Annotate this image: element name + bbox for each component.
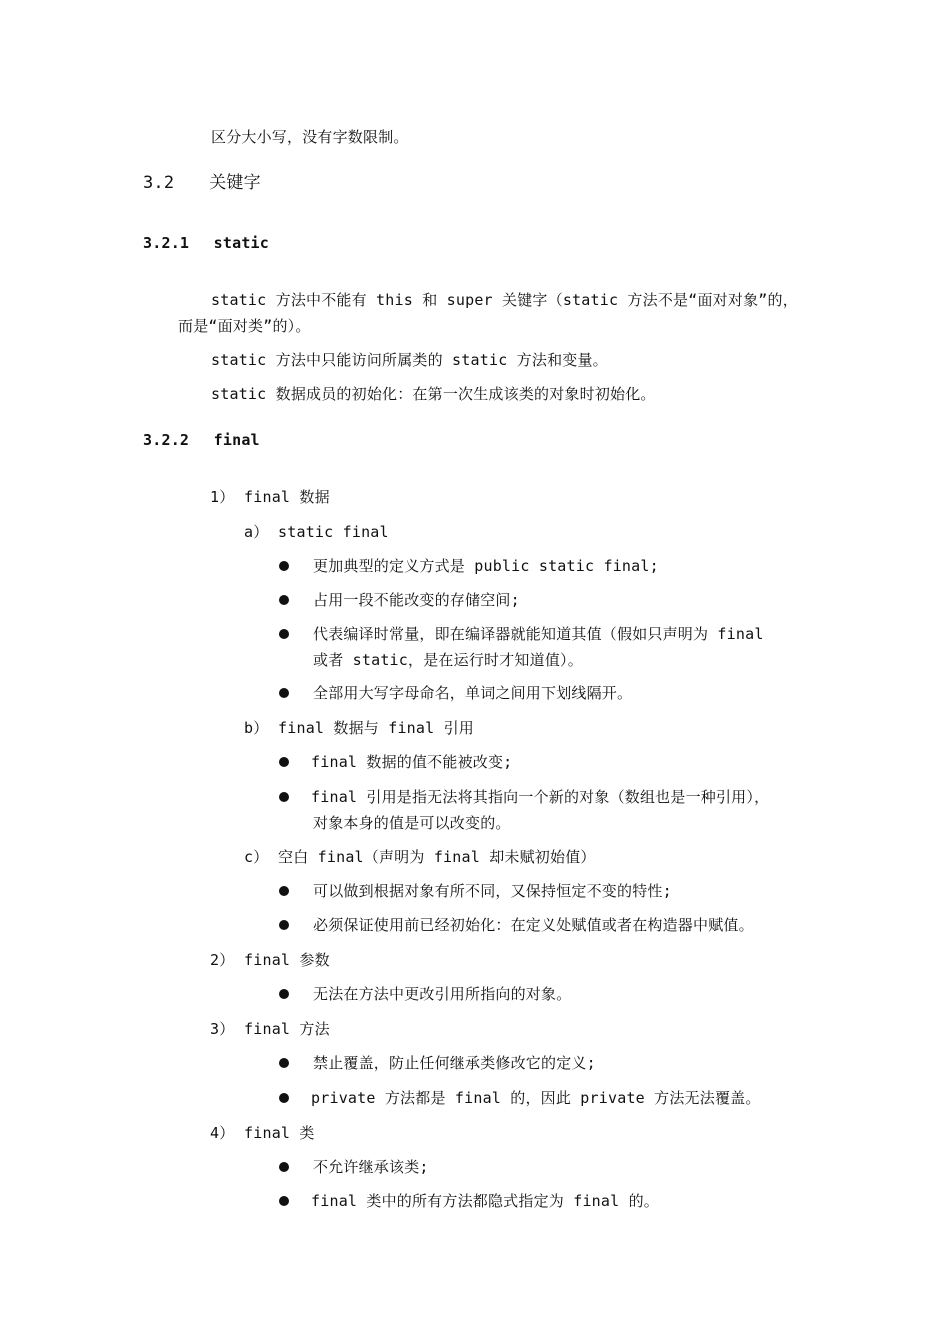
bullet-icon	[279, 688, 289, 698]
bullet-text: final 数据的值不能被改变;	[311, 753, 513, 771]
bullet-icon	[279, 561, 289, 571]
bullet-icon	[279, 1196, 289, 1206]
bullet-icon	[279, 1162, 289, 1172]
bullet-text-continued: 或者 static，是在运行时才知道值）。	[313, 651, 583, 669]
intro-line: 区分大小写，没有字数限制。	[211, 128, 409, 146]
bullet-icon	[279, 757, 289, 767]
bullet-text-continued: 对象本身的值是可以改变的。	[313, 814, 511, 832]
sub-item-label: static final	[278, 523, 389, 541]
bullet-text: final 引用是指无法将其指向一个新的对象（数组也是一种引用），	[311, 788, 770, 806]
list-item	[210, 487, 330, 507]
bullet-icon	[279, 989, 289, 999]
sub-list-item	[244, 522, 389, 542]
item-label: final 方法	[244, 1020, 330, 1038]
section-heading	[143, 172, 261, 194]
item-marker: 3）	[210, 1020, 235, 1038]
list-item	[210, 950, 330, 970]
sub-item-marker: c）	[244, 848, 269, 866]
bullet-icon	[279, 1093, 289, 1103]
item-marker: 4）	[210, 1124, 235, 1142]
bullet-icon	[279, 920, 289, 930]
bullet-text: 不允许继承该类;	[313, 1158, 429, 1176]
subsection-title: static	[213, 234, 270, 252]
sub-item-marker: b）	[244, 719, 269, 737]
item-marker: 2）	[210, 951, 235, 969]
item-marker: 1）	[210, 488, 235, 506]
sub-list-item	[244, 847, 596, 867]
static-para2: static 方法中只能访问所属类的 static 方法和变量。	[211, 351, 608, 369]
bullet-text: 必须保证使用前已经初始化：在定义处赋值或者在构造器中赋值。	[313, 916, 754, 934]
static-para1-line1: static 方法中不能有 this 和 super 关键字（static 方法不是“面对对象”的，	[211, 291, 798, 309]
bullet-text: 全部用大写字母命名，单词之间用下划线隔开。	[313, 684, 633, 702]
item-label: final 类	[244, 1124, 315, 1142]
list-item	[210, 1019, 330, 1039]
item-label: final 数据	[244, 488, 330, 506]
static-para1-line2: 而是“面对类”的）。	[178, 317, 311, 335]
bullet-text: 占用一段不能改变的存储空间;	[313, 591, 520, 609]
subsection-number: 3.2.1	[143, 234, 190, 252]
sub-item-marker: a）	[244, 523, 269, 541]
bullet-text: private 方法都是 final 的，因此 private 方法无法覆盖。	[311, 1089, 761, 1107]
bullet-icon	[279, 595, 289, 605]
bullet-icon	[279, 629, 289, 639]
bullet-text: 代表编译时常量，即在编译器就能知道其值（假如只声明为 final	[313, 625, 764, 643]
bullet-icon	[279, 886, 289, 896]
bullet-icon	[279, 792, 289, 802]
bullet-icon	[279, 1058, 289, 1068]
section-title: 关键字	[209, 173, 261, 193]
bullet-text: final 类中的所有方法都隐式指定为 final 的。	[311, 1192, 660, 1210]
bullet-text: 禁止覆盖，防止任何继承类修改它的定义;	[313, 1054, 596, 1072]
subsection-heading-final	[143, 430, 260, 450]
sub-item-label: final 数据与 final 引用	[278, 719, 475, 737]
bullet-text: 更加典型的定义方式是 public static final;	[313, 557, 659, 575]
list-item	[210, 1123, 315, 1143]
subsection-title: final	[213, 431, 260, 449]
sub-item-label: 空白 final（声明为 final 却未赋初始值）	[278, 848, 596, 866]
subsection-heading-static	[143, 233, 269, 253]
section-number: 3.2	[143, 173, 175, 193]
static-para3: static 数据成员的初始化：在第一次生成该类的对象时初始化。	[211, 385, 656, 403]
bullet-text: 可以做到根据对象有所不同，又保持恒定不变的特性;	[313, 882, 672, 900]
sub-list-item	[244, 718, 474, 738]
subsection-number: 3.2.2	[143, 431, 190, 449]
bullet-text: 无法在方法中更改引用所指向的对象。	[313, 985, 572, 1003]
item-label: final 参数	[244, 951, 330, 969]
